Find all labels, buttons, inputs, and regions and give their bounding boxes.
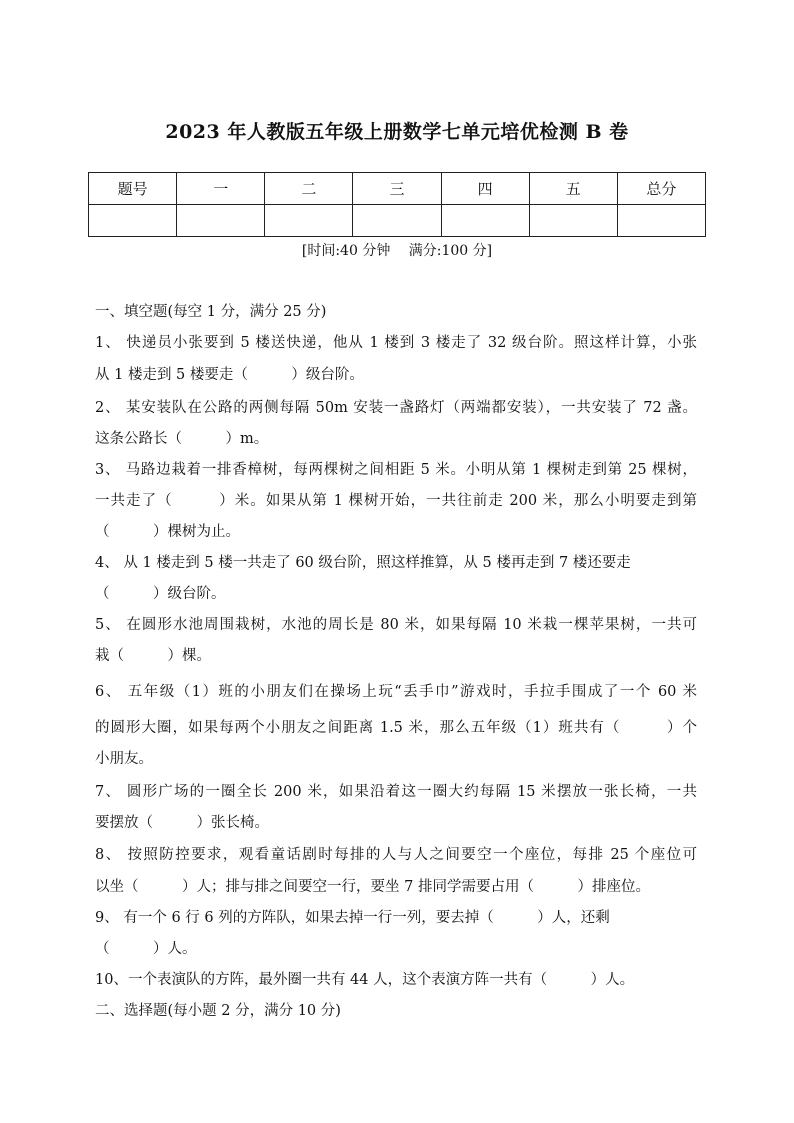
- score-cell: [353, 205, 441, 237]
- question-5-line-1: 5、 在圆形水池周围栽树，水池的周长是 80 米，如果每隔 10 米栽一棵苹果树，一共可: [95, 617, 697, 633]
- question-5-line-2: 栽（ ）棵。: [95, 648, 211, 664]
- question-7-line-2: 要摆放（ ）张长椅。: [95, 815, 269, 831]
- exam-info: [时间:40 分钟 满分:100 分]: [301, 243, 493, 259]
- score-table: [88, 172, 706, 237]
- section-heading-choice: 二、选择题(每小题 2 分，满分 10 分): [95, 1003, 341, 1019]
- question-4-line-1: 4、 从 1 楼走到 5 楼一共走了 60 级台阶，照这样推算，从 5 楼再走到 7 楼还要走: [95, 555, 631, 571]
- question-9-line-2: （ ）人。: [95, 941, 197, 957]
- question-4-line-2: （ ）级台阶。: [95, 586, 226, 602]
- score-header-cell: 一: [177, 173, 265, 205]
- score-header-cell: 二: [265, 173, 353, 205]
- question-2-line-1: 2、 某安装队在公路的两侧每隔 50m 安装一盏路灯（两端都安装），一共安装了 72 盏。: [95, 400, 697, 416]
- question-10-line-1: 10、一个表演队的方阵，最外圈一共有 44 人，这个表演方阵一共有（ ）人。: [95, 972, 635, 988]
- question-1-line-2: 从 1 楼走到 5 楼要走（ ）级台阶。: [95, 367, 364, 383]
- question-6-line-2: 的圆形大圈，如果每两个小朋友之间距离 1.5 米，那么五年级（1）班共有（ ）个: [95, 720, 697, 736]
- score-table-score-row: [89, 205, 706, 237]
- score-cell: [265, 205, 353, 237]
- score-cell: [441, 205, 529, 237]
- section-heading-fill-blank: 一、填空题(每空 1 分，满分 25 分): [95, 304, 327, 320]
- question-1-line-1: 1、 快递员小张要到 5 楼送快递，他从 1 楼到 3 楼走了 32 级台阶。照这样计算，小张: [95, 335, 697, 351]
- score-cell: [529, 205, 617, 237]
- question-6-line-3: 小朋友。: [95, 751, 153, 767]
- score-cell: [89, 205, 177, 237]
- score-header-cell: 三: [353, 173, 441, 205]
- question-8-line-2: 以坐（ ）人；排与排之间要空一行，要坐 7 排同学需要占用（ ）排座位。: [95, 879, 650, 895]
- question-7-line-1: 7、 圆形广场的一圈全长 200 米，如果沿着这一圈大约每隔 15 米摆放一张长椅，一共: [95, 784, 697, 800]
- score-table-header-row: [89, 173, 706, 205]
- score-cell: [617, 205, 705, 237]
- question-6-line-1: 6、 五年级（1）班的小朋友们在操场上玩“丢手巾”游戏时，手拉手围成了一个 60 米: [95, 684, 697, 700]
- score-header-cell: 四: [441, 173, 529, 205]
- question-8-line-1: 8、 按照防控要求，观看童话剧时每排的人与人之间要空一个座位，每排 25 个座位可: [95, 847, 697, 863]
- question-3-line-3: （ ）棵树为止。: [95, 524, 240, 540]
- question-2-line-2: 这条公路长（ ）m。: [95, 431, 269, 447]
- page-title: 2023 年人教版五年级上册数学七单元培优检测 B 卷: [165, 121, 629, 143]
- score-cell: [177, 205, 265, 237]
- score-header-cell: 题号: [89, 173, 177, 205]
- score-header-cell: 总分: [617, 173, 705, 205]
- question-9-line-1: 9、 有一个 6 行 6 列的方阵队，如果去掉一行一列，要去掉（ ）人，还剩: [95, 910, 610, 926]
- question-3-line-1: 3、 马路边栽着一排香樟树，每两棵树之间相距 5 米。小明从第 1 棵树走到第 25 棵树，: [95, 462, 697, 478]
- question-3-line-2: 一共走了（ ）米。如果从第 1 棵树开始，一共往前走 200 米，那么小明要走到第: [95, 493, 697, 509]
- score-header-cell: 五: [529, 173, 617, 205]
